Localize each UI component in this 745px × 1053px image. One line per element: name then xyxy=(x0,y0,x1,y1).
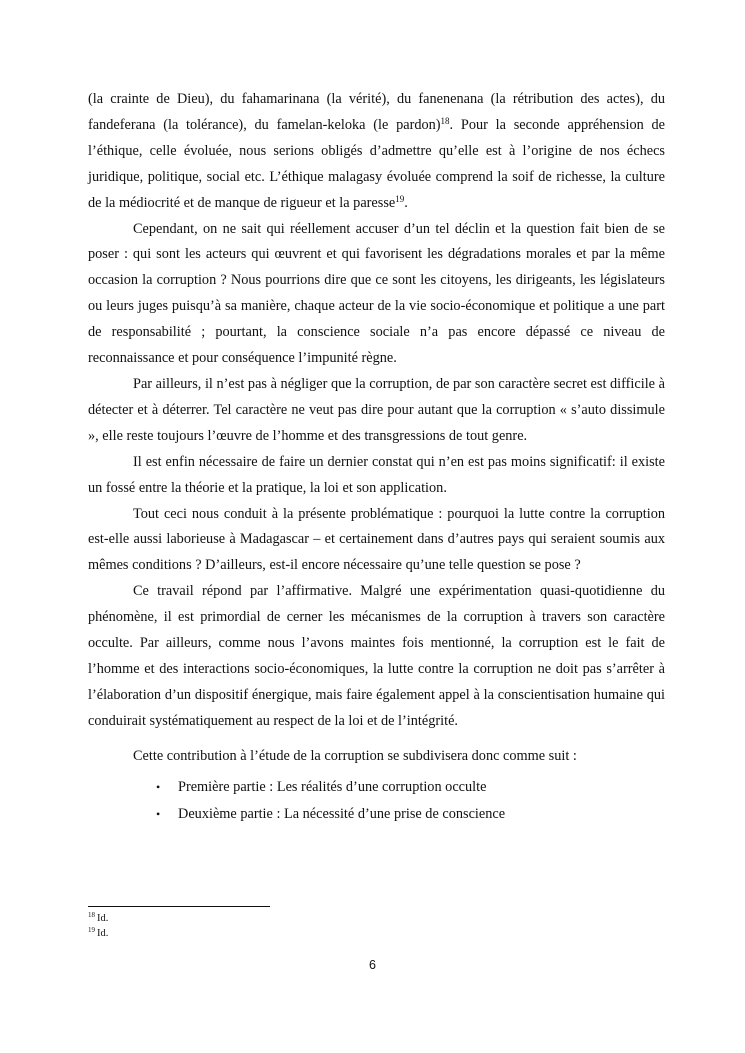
paragraph-outline: Cette contribution à l’étude de la corruption se subdivisera donc comme suit : xyxy=(133,747,577,764)
list-item-text: Deuxième partie : La nécessité d’une prise de conscience xyxy=(178,805,506,822)
footnotes xyxy=(88,911,108,941)
paragraph-secrecy: Par ailleurs, il n’est pas à négliger que la corruption, de par son caractère secret est difficile à détecter et à déterrer. Tel caractère ne veut pas dire pour autant que la corruption « s’auto dissimule », elle reste toujours l’œuvre de l’homme et des transgressions de tout genre. xyxy=(88,375,665,444)
paragraph-answer: Ce travail répond par l’affirmative. Malgré une expérimentation quasi-quotidienne du phénomène, il est primordial de cerner les mécanismes de la corruption à travers son caractère occulte. Par ailleurs, comme nous l’avons maintes fois mentionné, la corruption est le fait de l’homme et des interactions socio-économiques, la lutte contre la corruption ne doit pas s’arrêter à l’élaboration d’un dispositif énergique, mais faire également appel à la conscientisation humaine qui conduirait systématiquement au respect de la loi et de l’intégrité. xyxy=(88,583,665,729)
footnote-ref-18[interactable]: 18 xyxy=(440,115,450,126)
footnote-text: Id. xyxy=(97,928,109,939)
outline-list xyxy=(88,774,665,828)
footnote-number: 19 xyxy=(88,926,95,934)
bullet-icon: • xyxy=(156,779,161,794)
paragraph-problem: Tout ceci nous conduit à la présente problématique : pourquoi la lutte contre la corruption est-elle aussi laborieuse à Madagascar – et certainement dans d’autres pays qui seraient soumis aux mêmes conditions ? D’ailleurs, est-il encore nécessaire qu’une telle question se pose ? xyxy=(88,505,665,574)
bullet-icon: • xyxy=(156,806,161,821)
footnote xyxy=(88,911,108,926)
document-body xyxy=(88,87,665,828)
paragraph-ethics: (la crainte de Dieu), du fahamarinana (la vérité), du fanenenana (la rétribution des actes), du fandeferana (la tolérance), du famelan-keloka (le pardon)$^{18}$. Pour la seconde appréhension de l’éthique, celle évoluée, nous serions obligés d’admettre qu’elle est à l’origine de nos échecs juridique, politique, social etc. L’éthique malagasy évoluée comprend la soif de richesse, la culture de la médiocrité et de manque de rigueur et la paresse$^{19}$. xyxy=(88,91,665,211)
paragraph-actors: Cependant, on ne sait qui réellement accuser d’un tel déclin et la question fait bien de se poser : qui sont les acteurs qui œuvrent et qui favorisent les dégradations morales et par la même occasion la corruption ? Nous pourrions dire que ce sont les citoyens, les dirigeants, les législateurs ou leurs juges puisqu’à sa manière, chaque acteur de la vie socio-économique et politique a une part de responsabilité ; pourtant, la conscience sociale n’a pas encore dépassé ce niveau de reconnaissance et pour conséquence l’impunité règne. xyxy=(88,220,665,367)
footnote xyxy=(88,926,108,941)
list-item xyxy=(88,774,665,801)
paragraph-gap: Il est enfin nécessaire de faire un dernier constat qui n’en est pas moins significatif: il existe un fossé entre la théorie et la pratique, la loi et son application. xyxy=(88,453,665,496)
footnote-separator xyxy=(88,906,270,907)
page-number: 6 xyxy=(369,958,376,972)
footnote-text: Id. xyxy=(97,913,109,924)
footnote-number: 18 xyxy=(88,911,95,919)
footnote-ref-19[interactable]: 19 xyxy=(395,193,405,204)
list-item xyxy=(88,801,665,828)
list-item-text: Première partie : Les réalités d’une corruption occulte xyxy=(178,778,487,795)
